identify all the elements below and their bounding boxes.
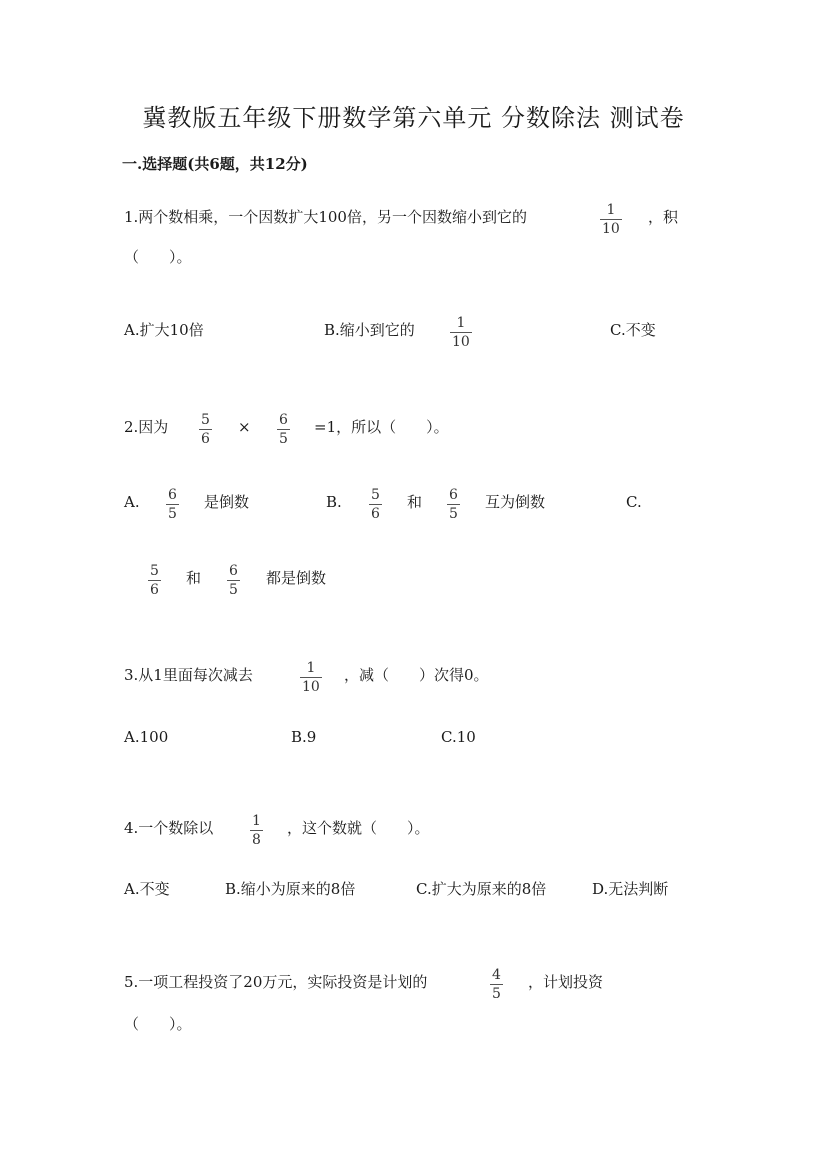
q1-fraction: [600, 203, 622, 237]
q5-stem-tail: ，计划投资: [528, 973, 604, 991]
q3-option-a[interactable]: A.100: [124, 728, 169, 746]
q4-option-a[interactable]: A.不变: [124, 880, 170, 898]
q5-stem: 5.一项工程投资了20万元，实际投资是计划的: [124, 973, 428, 991]
q3-option-c[interactable]: C.10: [441, 728, 476, 746]
fraction-denominator: 6: [371, 506, 380, 522]
fraction-denominator: 10: [452, 334, 470, 350]
fraction-denominator: 5: [229, 582, 238, 598]
q2-option-a-text: 是倒数: [204, 493, 250, 511]
q3-option-b[interactable]: B.9: [291, 728, 317, 746]
q3-stem-tail: ，减（ ）次得0。: [344, 666, 489, 684]
fraction-numerator: 6: [229, 563, 238, 579]
fraction-numerator: 6: [168, 487, 177, 503]
fraction-denominator: 5: [168, 506, 177, 522]
q2-fraction-1: [199, 413, 212, 447]
times-sign: ×: [238, 418, 251, 436]
q4-option-d[interactable]: D.无法判断: [592, 880, 669, 898]
q2-option-a-fraction: [166, 488, 179, 522]
q5-blank: （ ）。: [124, 1015, 192, 1033]
fraction-numerator: 1: [606, 202, 616, 218]
q2-fraction-2: [277, 413, 290, 447]
q2-option-b-and: 和: [407, 493, 423, 511]
q4-stem: 4.一个数除以: [124, 819, 214, 837]
fraction-denominator: 5: [449, 506, 458, 522]
fraction-numerator: 5: [371, 487, 380, 503]
q2-stem: 2.因为: [124, 418, 169, 436]
q4-stem-tail: ，这个数就（ ）。: [287, 819, 430, 837]
q1-option-a[interactable]: A.扩大10倍: [124, 321, 204, 339]
fraction-denominator: 6: [201, 431, 210, 447]
fraction-numerator: 6: [449, 487, 458, 503]
q1-stem: 1.两个数相乘，一个因数扩大100倍，另一个因数缩小到它的: [124, 208, 527, 226]
fraction-denominator: 10: [302, 679, 320, 695]
page-title: 冀教版五年级下册数学第六单元 分数除法 测试卷: [142, 104, 685, 132]
q4-option-b[interactable]: B.缩小为原来的8倍: [225, 880, 356, 898]
q4-fraction: [250, 814, 263, 848]
q2-option-c-and: 和: [186, 569, 202, 587]
q1-stem-tail: ，积: [648, 208, 679, 226]
q1-blank: （ ）。: [124, 248, 192, 266]
q1-option-b[interactable]: B.缩小到它的: [324, 321, 415, 339]
fraction-numerator: 5: [201, 412, 210, 428]
q4-option-c[interactable]: C.扩大为原来的8倍: [416, 880, 547, 898]
q2-option-b-fraction-1: [369, 488, 382, 522]
fraction-denominator: 5: [492, 986, 501, 1002]
fraction-numerator: 1: [252, 813, 261, 829]
q2-option-a[interactable]: A.: [124, 493, 140, 511]
q2-option-c-fraction-1: [148, 564, 161, 598]
q2-option-b-fraction-2: [447, 488, 460, 522]
q2-option-b-text: 互为倒数: [485, 493, 546, 511]
fraction-denominator: 8: [252, 832, 261, 848]
section-heading: 一.选择题(共6题，共12分): [122, 155, 308, 173]
q5-fraction: [490, 968, 503, 1002]
q3-stem: 3.从1里面每次减去: [124, 666, 253, 684]
q2-stem-tail: =1，所以（ ）。: [314, 418, 449, 436]
fraction-denominator: 10: [602, 221, 620, 237]
q2-option-b[interactable]: B.: [326, 493, 342, 511]
fraction-numerator: 5: [150, 563, 159, 579]
fraction-denominator: 5: [279, 431, 288, 447]
q1-option-c[interactable]: C.不变: [610, 321, 656, 339]
fraction-numerator: 4: [492, 967, 501, 983]
fraction-numerator: 6: [279, 412, 288, 428]
fraction-denominator: 6: [150, 582, 159, 598]
q1-option-b-fraction: [450, 316, 472, 350]
q2-option-c-fraction-2: [227, 564, 240, 598]
fraction-numerator: 1: [306, 660, 316, 676]
q2-option-c-text: 都是倒数: [266, 569, 327, 587]
q2-option-c[interactable]: C.: [626, 493, 642, 511]
fraction-numerator: 1: [456, 315, 466, 331]
q3-fraction: [300, 661, 322, 695]
